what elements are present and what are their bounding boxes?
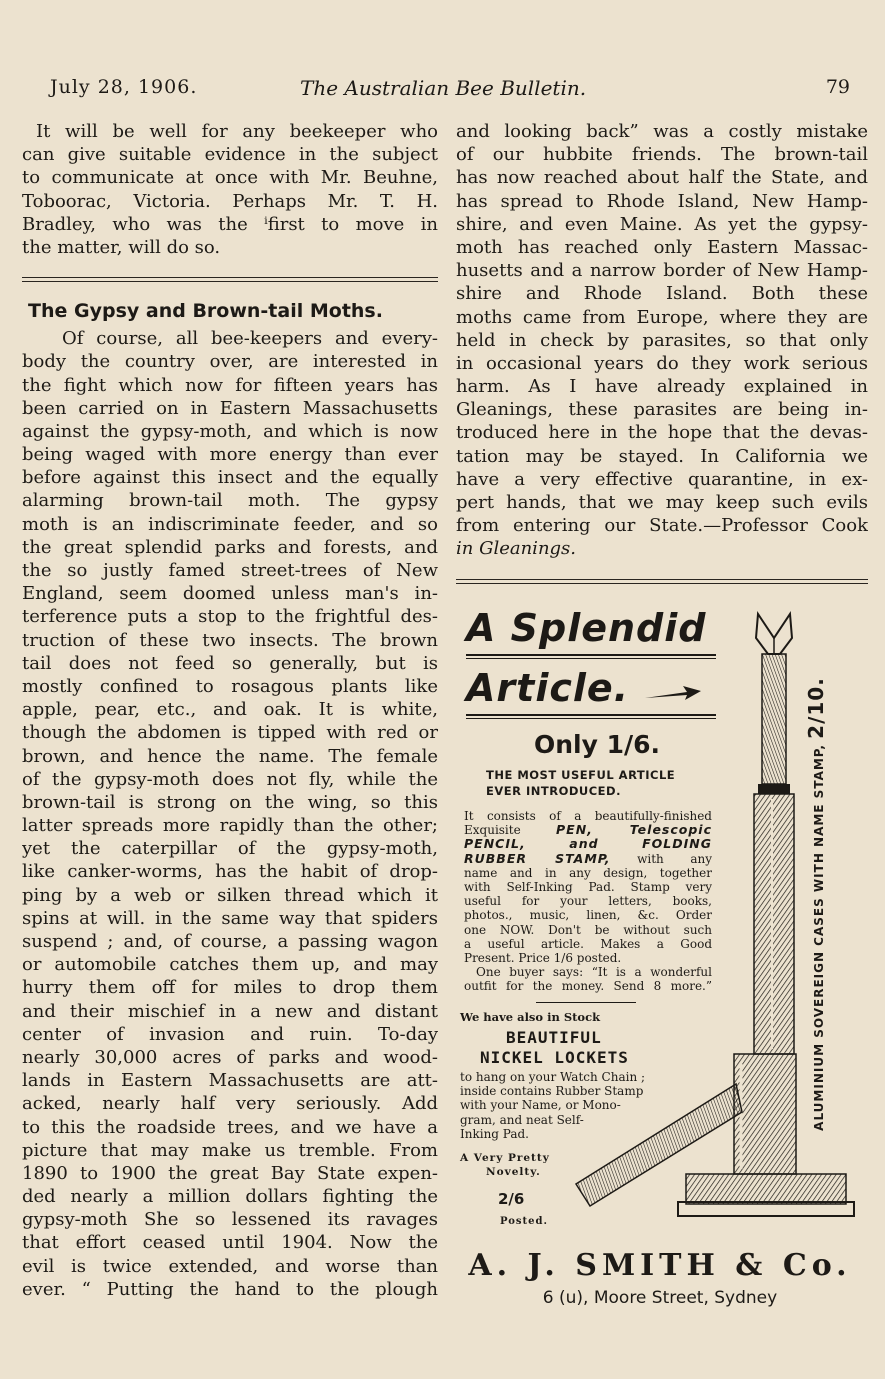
- text-line: latter spreads more rapidly than the other;: [22, 815, 438, 837]
- text-line: has now reached about half the State, and: [456, 167, 868, 189]
- text-line: evil is twice extended, and worse than: [22, 1255, 438, 1277]
- text-line: mostly confined to rosagous plants like: [22, 675, 438, 697]
- text-line: acked, nearly half very seriously. Add: [22, 1093, 438, 1115]
- text-line: Bradley, who was the ⁱfirst to move in: [22, 213, 438, 235]
- ad-title-underline: [466, 714, 716, 719]
- ad-text-line: RUBBER STAMP, with any: [464, 851, 712, 866]
- ad-text-line: with Self-Inking Pad. Stamp very: [464, 879, 712, 894]
- text-line: like canker-worms, has the habit of drop-: [22, 861, 438, 883]
- ad-text-line: a useful article. Makes a Good: [464, 936, 712, 951]
- ad-novelty: Novelty.: [486, 1166, 541, 1178]
- text-line: to this the roadside trees, and we have a: [22, 1116, 438, 1138]
- text-line: terference puts a stop to the frightful des-: [22, 606, 438, 628]
- article-heading: The Gypsy and Brown-tail Moths.: [28, 300, 383, 323]
- ad-price: Only 1/6.: [534, 730, 661, 759]
- ad-text-line: Exquisite PEN, Telescopic: [464, 823, 712, 838]
- intro-paragraph: [22, 120, 438, 259]
- ad-text-line: photos., music, linen, &c. Order: [464, 908, 712, 923]
- text-line: Of course, all bee-keepers and every-: [62, 328, 438, 350]
- text-line: tail does not feed so generally, but is: [22, 652, 438, 674]
- ad-text-line: useful for your letters, books,: [464, 894, 712, 909]
- issue-date: July 28, 1906.: [50, 76, 198, 98]
- page-number: 79: [825, 76, 850, 98]
- text-line: of our hubbite friends. The brown-tail: [456, 144, 868, 166]
- ad-testimonial: One buyer says: “It is a wonderful: [476, 965, 712, 980]
- publication-title: The Australian Bee Bulletin.: [300, 76, 587, 100]
- ad-text-line: name and in any design, together: [464, 865, 712, 880]
- ad-title-line2: Article.: [466, 666, 703, 713]
- text-line: shire, and even Maine. As yet the gypsy-: [456, 213, 868, 235]
- ad-novelty: A Very Pretty: [460, 1152, 550, 1164]
- text-line: moth has reached only Eastern Massac-: [456, 236, 868, 258]
- ad-also-in-stock: We have also in Stock: [460, 1010, 601, 1024]
- text-line: before against this insect and the equally: [22, 467, 438, 489]
- text-line: the so justly famed street-trees of New: [22, 560, 438, 581]
- text-line: being waged with more energy than ever: [22, 444, 438, 466]
- text-line: tation may be stayed. In California we: [456, 445, 868, 467]
- ad-rule: [536, 1002, 636, 1003]
- text-line: 1890 to 1900 the great Bay State expen-: [22, 1162, 438, 1184]
- text-line: nearly 30,000 acres of parks and wood-: [22, 1046, 438, 1068]
- ad-posted: Posted.: [500, 1216, 549, 1227]
- left-column: [22, 120, 438, 1301]
- section-divider: [456, 579, 868, 584]
- text-line: harm. As I have already explained in: [456, 376, 868, 398]
- text-line: from entering our State.—Professor Cook: [456, 515, 868, 537]
- ad-text-line: It consists of a beautifully-finished: [464, 809, 712, 823]
- pointing-arrow-icon: [643, 669, 703, 713]
- ad-text-line: one NOW. Don't be without such: [464, 922, 712, 937]
- text-line: held in check by parasites, so that only: [456, 329, 868, 351]
- text-line: troduced here in the hope that the devas-: [456, 422, 868, 444]
- text-line: moths came from Europe, where they are: [456, 306, 868, 328]
- text-line: body the country over, are interested in: [22, 351, 438, 373]
- text-line: Toboorac, Victoria. Perhaps Mr. T. H.: [22, 190, 438, 212]
- text-line: in occasional years do they work serious: [456, 352, 868, 374]
- ad-title-line1: A Splendid: [466, 606, 707, 650]
- text-line: to communicate at once with Mr. Beuhne,: [22, 167, 438, 189]
- text-line: been carried on in Eastern Massachusetts: [22, 397, 438, 419]
- text-line: apple, pear, etc., and oak. It is white,: [22, 699, 438, 721]
- text-line: the matter, will do so.: [22, 236, 221, 258]
- text-line: ded nearly a million dollars fighting the: [22, 1186, 438, 1208]
- text-line: England, seem doomed unless man's in-: [22, 583, 438, 605]
- advertisement: [456, 594, 864, 1324]
- text-line: of the gypsy-moth does not fly, while the: [22, 768, 438, 790]
- text-line: that effort ceased until 1904. Now the: [22, 1232, 438, 1254]
- ad-locket-price: 2/6: [498, 1190, 525, 1208]
- ad-subheading: EVER INTRODUCED.: [486, 784, 621, 798]
- ad-lockets-heading: NICKEL LOCKETS: [480, 1048, 629, 1067]
- text-line: the fight which now for fifteen years has: [22, 374, 438, 396]
- ad-lockets-description: to hang on your Watch Chain ; inside contains Rubber Stamp with your Name, or Mono- gram, and neat Self- Inking Pad.: [460, 1070, 646, 1141]
- text-line: picture that may make us tremble. From: [22, 1139, 438, 1161]
- text-line: spins at will. in the same way that spiders: [22, 907, 438, 929]
- text-line: against the gypsy-moth, and which is now: [22, 420, 438, 442]
- ad-lockets-heading: BEAUTIFUL: [506, 1028, 602, 1047]
- page-header: [50, 76, 850, 102]
- right-column: [456, 120, 868, 584]
- ad-text-line: PENCIL, and FOLDING: [464, 837, 712, 852]
- text-line: hurry them off for miles to drop them: [22, 977, 438, 999]
- ad-company-address: 6 (u), Moore Street, Sydney: [542, 1288, 778, 1308]
- article-attribution: in Gleanings.: [456, 538, 577, 560]
- text-line: truction of these two insects. The brown: [22, 629, 438, 651]
- text-line: suspend ; and, of course, a passing wagon: [22, 931, 438, 952]
- text-line: or automobile catches them up, and may: [22, 954, 438, 976]
- text-line: has spread to Rhode Island, New Hamp-: [456, 190, 868, 212]
- text-line: moth is an indiscriminate feeder, and so: [22, 513, 438, 535]
- text-line: though the abdomen is tipped with red or: [22, 722, 438, 744]
- text-line: can give suitable evidence in the subject: [22, 144, 438, 166]
- ad-description: [464, 809, 712, 993]
- text-line: and their mischief in a new and distant: [22, 1000, 438, 1022]
- text-line: It will be well for any beekeeper who: [36, 121, 438, 142]
- ad-subheading: THE MOST USEFUL ARTICLE: [486, 768, 676, 782]
- text-line: center of invasion and ruin. To-day: [22, 1023, 438, 1045]
- article-body-right: [456, 120, 868, 561]
- text-line: brown, and hence the name. The female: [22, 745, 438, 767]
- text-line: ever. “ Putting the hand to the plough: [22, 1278, 438, 1300]
- ad-company-name: A. J. SMITH & Co.: [468, 1248, 852, 1283]
- text-line: yet the caterpillar of the gypsy-moth,: [22, 838, 438, 860]
- text-line: have a very effective quarantine, in ex-: [456, 468, 868, 490]
- text-line: brown-tail is strong on the wing, so this: [22, 791, 438, 813]
- text-line: Gleanings, these parasites are being in-: [456, 399, 868, 421]
- ad-side-text: ALUMINIUM SOVEREIGN CASES WITH NAME STAMP, 2/10.: [804, 677, 828, 1131]
- text-line: alarming brown-tail moth. The gypsy: [22, 490, 438, 512]
- text-line: and looking back” was a costly mistake: [456, 121, 868, 142]
- text-line: ping by a web or silken thread which it: [22, 884, 438, 906]
- ad-text-line: Present. Price 1/6 posted.: [464, 950, 622, 965]
- text-line: husetts and a narrow border of New Hamp-: [456, 260, 868, 282]
- text-line: gypsy-moth She so lessened its ravages: [22, 1209, 438, 1231]
- ad-title-underline: [466, 654, 716, 659]
- text-line: shire and Rhode Island. Both these: [456, 283, 868, 305]
- text-line: pert hands, that we may keep such evils: [456, 492, 868, 513]
- article-body-left: [22, 327, 438, 1301]
- text-line: lands in Eastern Massachusetts are att-: [22, 1070, 438, 1092]
- ad-testimonial: outfit for the money. Send 8 more.”: [464, 979, 712, 994]
- text-line: the great splendid parks and forests, and: [22, 536, 438, 558]
